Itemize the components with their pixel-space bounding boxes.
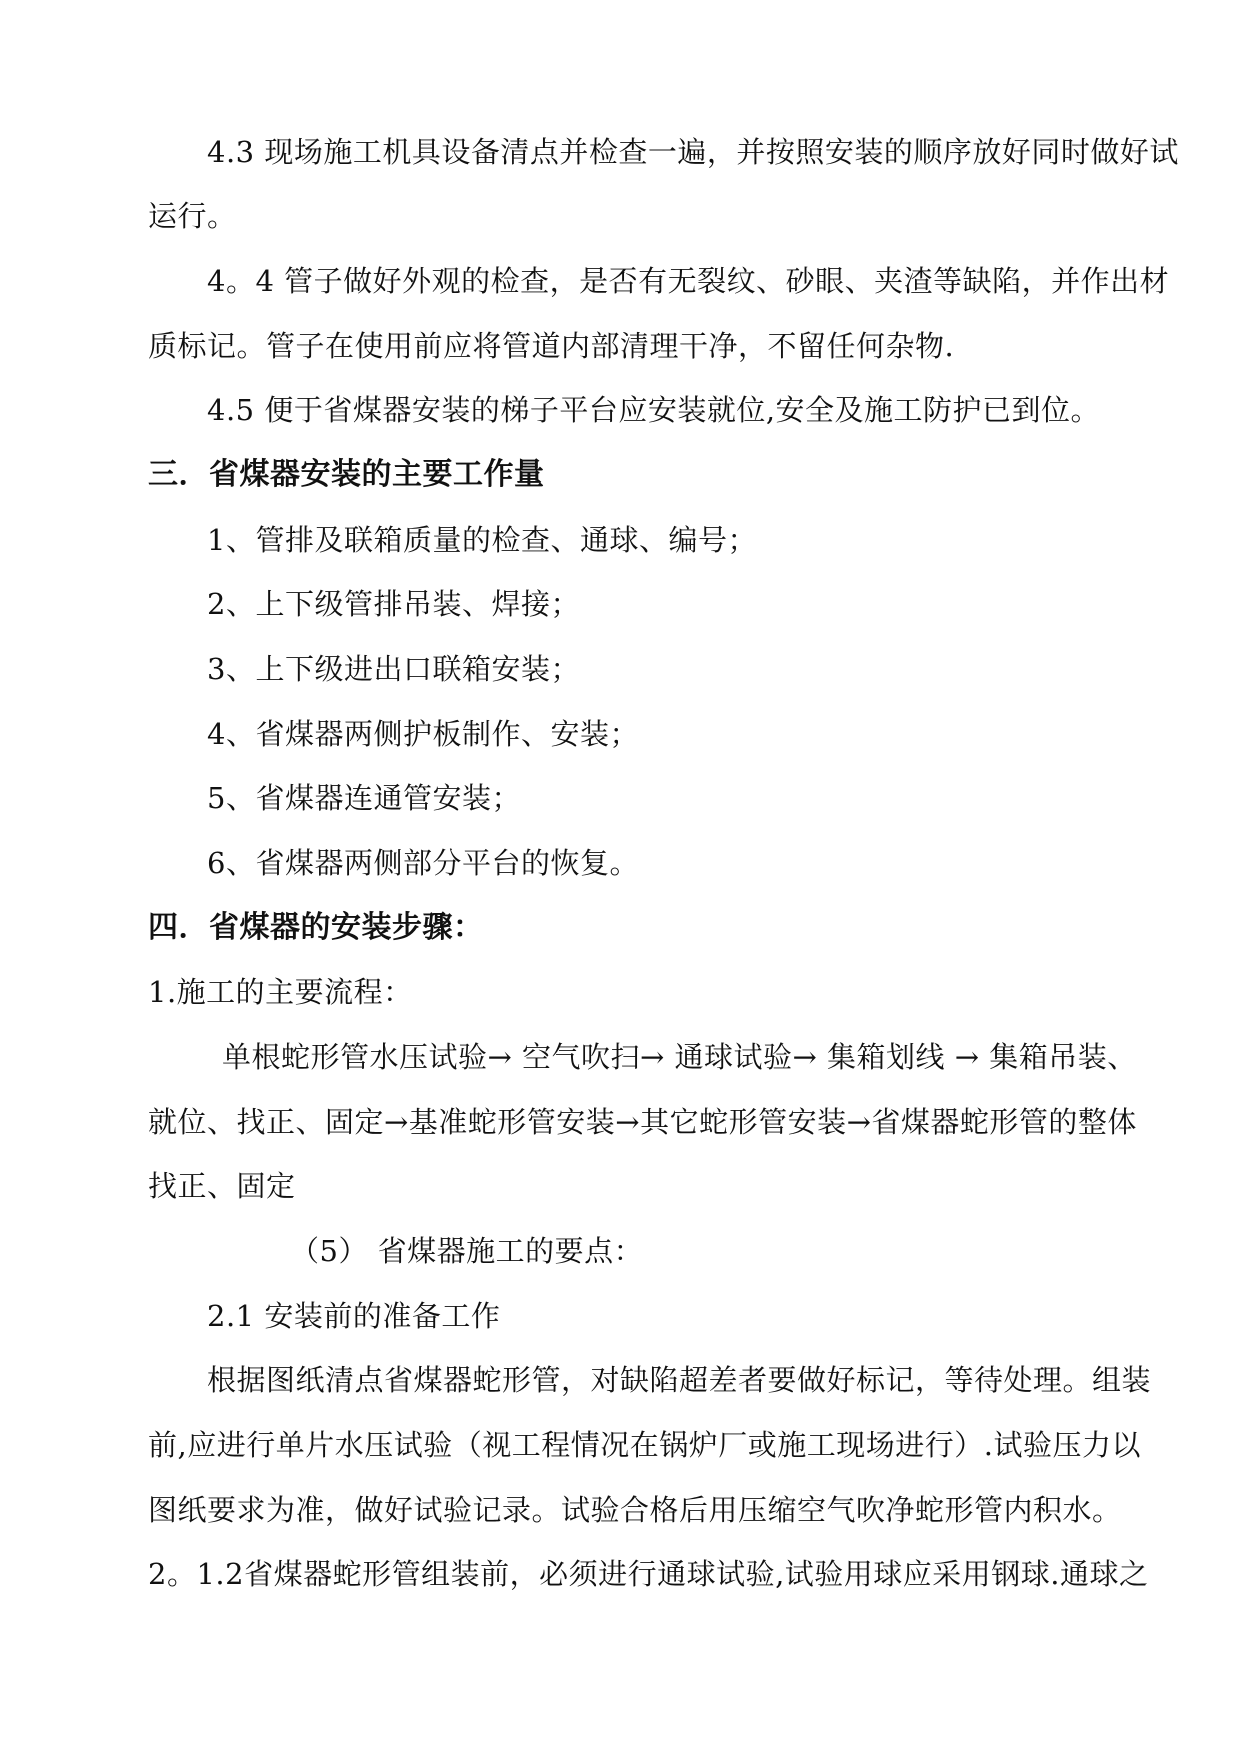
subsection-2-1: 2.1 安装前的准备工作	[207, 1299, 501, 1333]
paragraph-4-4-line-1: 4。4 管子做好外观的检查，是否有无裂纹、砂眼、夹渣等缺陷，并作出材	[207, 264, 1170, 298]
preparation-paragraph-line-3: 图纸要求为准，做好试验记录。试验合格后用压缩空气吹净蛇形管内积水。	[148, 1493, 1122, 1527]
workload-item-4: 4、省煤器两侧护板制作、安装；	[207, 717, 639, 751]
workload-item-2: 2、上下级管排吊装、焊接；	[207, 587, 580, 621]
preparation-paragraph-line-1: 根据图纸清点省煤器蛇形管，对缺陷超差者要做好标记，等待处理。组装	[207, 1363, 1152, 1397]
key-points-title: （5） 省煤器施工的要点：	[290, 1234, 644, 1268]
workload-item-5: 5、省煤器连通管安装；	[207, 781, 521, 815]
section-heading-3: 三．省煤器安装的主要工作量	[148, 457, 545, 492]
process-flow-line-1: 单根蛇形管水压试验→ 空气吹扫→ 通球试验→ 集箱划线 → 集箱吊装、	[222, 1040, 1137, 1074]
process-flow-line-3: 找正、固定	[148, 1169, 296, 1203]
paragraph-4-5: 4.5 便于省煤器安装的梯子平台应安装就位,安全及施工防护已到位。	[207, 393, 1101, 427]
preparation-paragraph-line-2: 前,应进行单片水压试验（视工程情况在锅炉厂或施工现场进行）.试验压力以	[148, 1428, 1141, 1462]
subsection-2-1-2: 2。1.2省煤器蛇形管组装前，必须进行通球试验,试验用球应采用钢球.通球之	[148, 1557, 1149, 1591]
paragraph-4-3-line-2: 运行。	[148, 199, 237, 233]
workload-item-1: 1、管排及联箱质量的检查、通球、编号；	[207, 523, 757, 557]
process-flow-title: 1.施工的主要流程：	[148, 975, 413, 1009]
section-heading-4: 四．省煤器的安装步骤：	[148, 910, 484, 945]
workload-item-3: 3、上下级进出口联箱安装；	[207, 652, 580, 686]
process-flow-line-2: 就位、找正、固定→基准蛇形管安装→其它蛇形管安装→省煤器蛇形管的整体	[148, 1105, 1137, 1139]
paragraph-4-3-line-1: 4.3 现场施工机具设备清点并检查一遍，并按照安装的顺序放好同时做好试	[207, 135, 1179, 169]
paragraph-4-4-line-2: 质标记。管子在使用前应将管道内部清理干净，不留任何杂物.	[148, 329, 955, 363]
workload-item-6: 6、省煤器两侧部分平台的恢复。	[207, 846, 639, 880]
